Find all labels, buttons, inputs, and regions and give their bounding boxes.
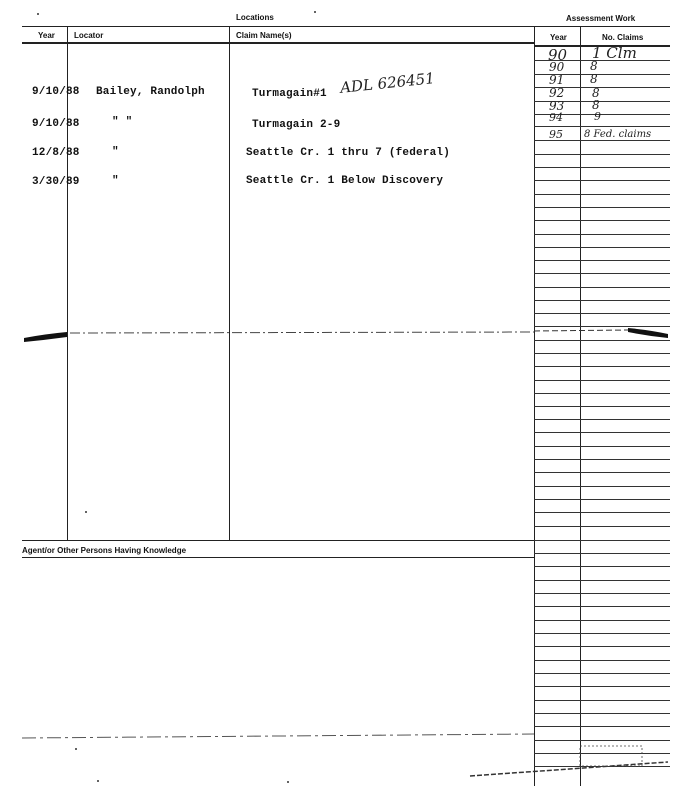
row-locator: " — [112, 175, 119, 187]
aw-claims: 8 — [592, 98, 600, 112]
scan-dashed-line — [70, 332, 534, 333]
aw-claims: 9 — [594, 110, 601, 123]
row-locator: " " — [112, 116, 133, 128]
scan-speck — [314, 11, 316, 13]
assessment-work-heading: Assessment Work — [566, 14, 636, 23]
aw-claims: 8 — [590, 72, 598, 86]
col-year-header: Year — [38, 31, 55, 40]
no-claims-header: No. Claims — [602, 33, 644, 42]
scan-speck — [75, 748, 77, 750]
scan-speck — [287, 781, 289, 783]
row-claim-name: Seattle Cr. 1 thru 7 (federal) — [246, 147, 451, 159]
row-claim-name: Turmagain 2-9 — [252, 119, 341, 131]
agent-section-rule — [22, 557, 534, 558]
aw-claims: 8 — [590, 59, 598, 73]
row-claim-name: Seattle Cr. 1 Below Discovery — [246, 175, 444, 187]
row-year: 9/10/88 — [32, 118, 80, 130]
row-locator: " — [112, 146, 119, 158]
aw-claims: 1 Clm — [592, 44, 637, 62]
claims-bottom-rule — [22, 540, 534, 541]
aw-year: 95 — [549, 128, 563, 141]
scan-dashed-line — [534, 330, 628, 331]
scan-noise — [580, 746, 642, 766]
locations-heading: Locations — [236, 13, 274, 22]
scan-dashed-line — [22, 734, 534, 738]
row-claim-name: Turmagain#1 — [252, 88, 327, 100]
aw-year: 91 — [549, 73, 565, 87]
scan-speck — [85, 511, 87, 513]
ink-blot — [628, 328, 668, 338]
row-year: 12/8/88 — [32, 147, 80, 159]
aw-year: 94 — [549, 111, 563, 124]
ink-blot — [24, 332, 67, 342]
aw-year: 93 — [549, 99, 565, 113]
col-locator-header: Locator — [74, 31, 104, 40]
row-year: 3/30/89 — [32, 176, 80, 188]
aw-year: 90 — [549, 60, 565, 74]
aw-year-header: Year — [550, 33, 567, 42]
agent-section-label: Agent/or Other Persons Having Knowledge — [22, 546, 187, 555]
scan-speck — [37, 13, 39, 15]
scan-dashed-line — [470, 762, 668, 776]
row-locator: Bailey, Randolph — [96, 86, 205, 98]
aw-claims: 8 — [592, 86, 600, 100]
aw-year: 92 — [549, 86, 565, 100]
row-year: 9/10/88 — [32, 86, 80, 98]
scan-speck — [97, 780, 99, 782]
aw-year: 90 — [548, 46, 568, 64]
handwritten-adl-note: ADL 626451 — [339, 69, 436, 97]
col-claim-names-header: Claim Name(s) — [236, 31, 292, 40]
aw-claims: 8 Fed. claims — [584, 129, 652, 140]
